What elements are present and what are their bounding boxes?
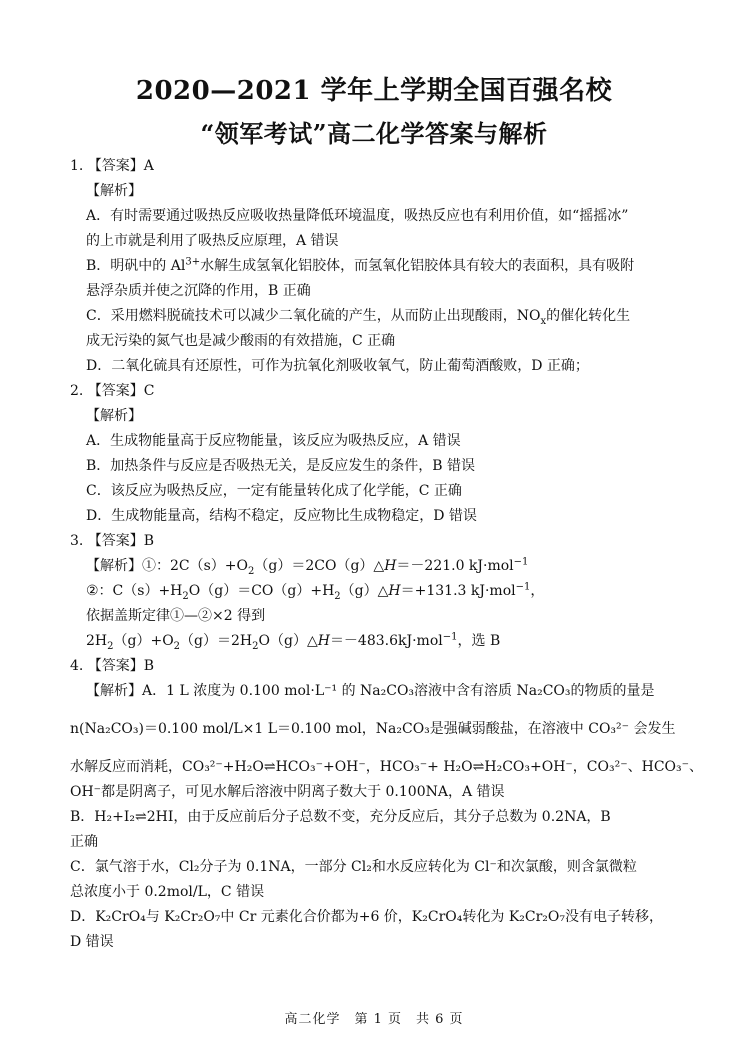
q2-option-d: D．生成物能量高，结构不稳定，反应物比生成物稳定，D 错误 <box>86 508 477 524</box>
sub-2: 2 <box>334 590 341 602</box>
sub-2: 2 <box>173 640 181 652</box>
q4-c-line-1: C．氯气溶于水，Cl₂分子为 0.1NA，一部分 Cl₂和水反应转化为 Cl⁻和次氯酸，则含氯微粒 <box>70 859 637 875</box>
q3-l1-pre: 【解析】①：2C（s）+O <box>86 558 249 574</box>
q3-l4-e: ＝－483.6kJ·mol <box>329 633 443 649</box>
q3-l2-post: ＝+131.3 kJ·mol <box>400 583 516 599</box>
sub-2: 2 <box>182 590 189 602</box>
enthalpy-symbol: H <box>384 558 397 574</box>
q3-l4-b: （g）+O <box>113 633 174 649</box>
q2-option-b: B．加热条件与反应是否吸热无关，是反应发生的条件，B 错误 <box>86 458 476 474</box>
q3-line-1 <box>70 554 690 579</box>
q1-option-a-cont: 的上市就是利用了吸热反应原理，A 错误 <box>86 233 339 249</box>
q2-jiexi: 【解析】 <box>86 408 142 424</box>
q2-answer: 2. 【答案】C <box>70 383 155 399</box>
q3-l4-f: ，选 B <box>457 633 501 649</box>
q3-l2-mid2: （g）△ <box>340 583 389 599</box>
q1-option-d: D．二氧化硫具有还原性，可作为抗氧化剂吸收氧气，防止葡萄酒酸败，D 正确； <box>86 358 589 374</box>
q3-l2-pre: ②：C（s）+H <box>86 583 183 599</box>
q3-line-4 <box>70 629 690 654</box>
q4-d-line-1: D．K₂CrO₄与 K₂Cr₂O₇中 Cr 元素化合价都为+6 价，K₂CrO₄转化为 K₂Cr₂O₇没有电子转移， <box>70 909 664 925</box>
q4-b-line-1: B．H₂+I₂⇌2HI，由于反应前后分子总数不变，充分反应后，其分子总数为 0.2NA，B <box>70 809 611 825</box>
q1-b-pre: B．明矾中的 Al <box>86 258 186 274</box>
q1-c-post: 的催化转化生 <box>546 308 631 324</box>
q3-l4-a: 2H <box>86 633 108 649</box>
sub-2: 2 <box>107 640 114 652</box>
q3-l1-mid: （g）＝2CO（g）△ <box>254 558 385 574</box>
q4-a-line-4: OH⁻都是阴离子，可见水解后溶液中阴离子数大于 0.100NA，A 错误 <box>70 784 505 800</box>
sup-neg1: −1 <box>515 581 531 593</box>
sub-2: 2 <box>252 640 259 652</box>
q3-l4-c: （g）＝2H <box>180 633 253 649</box>
page-footer: 高二化学 第 1 页 共 6 页 <box>284 1012 464 1027</box>
sup-neg1: −1 <box>513 556 529 568</box>
q4-b-line-2: 正确 <box>70 834 98 850</box>
q2-option-a: A．生成物能量高于反应物能量，该反应为吸热反应，A 错误 <box>86 433 461 449</box>
q1-c-pre: C．采用燃料脱硫技术可以减少二氧化硫的产生，从而防止出现酸雨，NO <box>86 308 541 324</box>
spacer <box>70 742 690 755</box>
q3-line-3: 依据盖斯定律①—②×2 得到 <box>86 608 266 624</box>
answer-content <box>70 154 704 955</box>
q1-jiexi: 【解析】 <box>86 183 142 199</box>
q1-option-c-cont: 成无污染的氮气也是减少酸雨的有效措施，C 正确 <box>86 333 396 349</box>
q4-c-line-2: 总浓度小于 0.2mol/L，C 错误 <box>70 884 265 900</box>
q4-answer: 4. 【答案】B <box>70 658 155 674</box>
q4-d-line-2: D 错误 <box>70 934 114 950</box>
q1-option-c <box>70 304 690 329</box>
sup-neg1: −1 <box>442 631 458 643</box>
q3-answer: 3. 【答案】B <box>70 533 155 549</box>
q4-a-line-2: n(Na₂CO₃)＝0.100 mol/L×1 L＝0.100 mol，Na₂CO₃是强碱弱酸盐，在溶液中 CO₃²⁻ 会发生 <box>70 721 676 737</box>
q3-l1-post: ＝－221.0 kJ·mol <box>396 558 514 574</box>
al-charge: 3+ <box>185 256 201 268</box>
nox-sub: x <box>540 315 547 327</box>
q1-option-b-cont: 悬浮杂质并使之沉降的作用，B 正确 <box>86 283 311 299</box>
q4-a-line-3: 水解反应而消耗，CO₃²⁻+H₂O⇌HCO₃⁻+OH⁻，HCO₃⁻+ H₂O⇌H₂CO₃+OH⁻，CO₃²⁻、HCO₃⁻、 <box>70 759 704 775</box>
q1-option-a: A．有时需要通过吸热反应吸收热量降低环境温度，吸热反应也有利用价值，如“摇摇冰” <box>86 208 629 224</box>
q3-line-2: ②：$C(s)+H_2O(g)=CO(g)+H_2(g)\triangle H=+131.3$ kJ·mol$^{-1}$， <box>86 581 545 602</box>
title-line-1: 2020—2021 学年上学期全国百强名校 <box>135 76 613 106</box>
q2-option-c: C．该反应为吸热反应，一定有能量转化成了化学能，C 正确 <box>86 483 462 499</box>
q4-a-line-1: 【解析】A．1 L 浓度为 0.100 mol·L⁻¹ 的 Na₂CO₃溶液中含有溶质 Na₂CO₃的物质的量是 <box>86 683 655 699</box>
title-line-2: “领军考试”高二化学答案与解析 <box>200 119 548 148</box>
enthalpy-symbol: H <box>317 633 330 649</box>
q1-option-b <box>70 254 690 279</box>
q3-l4-d: O（g）△ <box>258 633 318 649</box>
q3-l2-mid1: O（g）＝CO（g）+H <box>188 583 335 599</box>
enthalpy-symbol: H <box>388 583 401 599</box>
spacer <box>70 704 690 717</box>
q1-answer: 1. 【答案】A <box>70 158 154 174</box>
sub-2: 2 <box>248 565 255 577</box>
q1-b-post: 水解生成氢氧化铝胶体，而氢氧化铝胶体具有较大的表面积，具有吸附 <box>200 258 635 274</box>
